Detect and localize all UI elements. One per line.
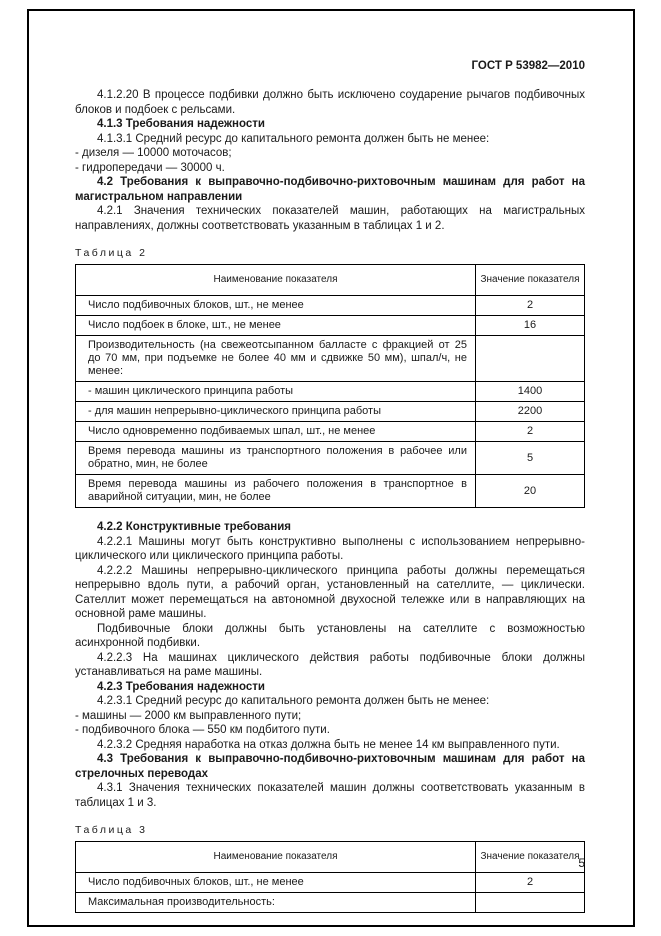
table-3 — [75, 841, 585, 913]
table-2-col-header-name: Наименование показателя — [76, 265, 476, 296]
page-content — [75, 60, 585, 925]
row-value: 5 — [476, 442, 585, 475]
list-item-diesel: - дизеля — 10000 моточасов; — [75, 147, 232, 159]
heading-4-2-3: 4.2.3 Требования надежности — [97, 680, 265, 693]
table-3-header-row — [76, 842, 585, 873]
table-row — [76, 382, 585, 402]
row-name: Число подбивочных блоков, шт., не менее — [76, 873, 476, 893]
page-number: 5 — [578, 856, 585, 870]
table-3-col-header-value: Значение показателя — [476, 842, 585, 873]
paragraph-4-2-3-2: 4.2.3.2 Средняя наработка на отказ должна быть не менее 14 км выправленного пути. — [97, 738, 560, 751]
table-row — [76, 873, 585, 893]
heading-4-3: 4.3 Требования к выправочно-подбивочно-рихтовочным машинам для работ на стрелочных переводах — [75, 753, 585, 780]
table-3-col-header-name: Наименование показателя — [76, 842, 476, 873]
list-item-hydro: - гидропередачи — 30000 ч. — [75, 161, 225, 174]
table-row — [76, 442, 585, 475]
row-name: Число подбивочных блоков, шт., не менее — [76, 296, 476, 316]
row-value — [476, 893, 585, 913]
table-row — [76, 422, 585, 442]
paragraph-4-2-2-2b: Подбивочные блоки должны быть установлены на сателлите с возможностью асинхронной подбивки. — [75, 622, 585, 649]
paragraph-4-1-3-1: 4.1.3.1 Средний ресурс до капитального ремонта должен быть не менее: — [97, 132, 490, 145]
table-2 — [75, 264, 585, 508]
paragraph-4-3-1: 4.3.1 Значения технических показателей машин должны соответствовать указанным в таблицах 1 и 3. — [75, 782, 585, 809]
paragraph-4-2-2-2: 4.2.2.2 Машины непрерывно-циклического принципа работы должны перемещаться непрерывно вдоль пути, а рабочий орган, установленный на сателлите, — циклически. Сателлит может перемещаться на автономной двухосной тележке или в направляющих на основной раме машины. — [75, 564, 585, 620]
table-2-label: Таблица 2 — [75, 247, 148, 259]
heading-4-2-2: 4.2.2 Конструктивные требования — [97, 521, 292, 533]
row-value: 2 — [476, 422, 585, 442]
heading-4-2: 4.2 Требования к выправочно-подбивочно-рихтовочным машинам для работ на магистральном направлении — [75, 176, 585, 203]
document-code: ГОСТ Р 53982—2010 — [471, 60, 585, 72]
row-name: Производительность (на свежеотсыпанном балласте с фракцией от 25 до 70 мм, при подъемке не более 40 мм и сдвижке 50 мм), шпал/ч, не менее: — [76, 336, 476, 382]
table-3-label: Таблица 3 — [75, 824, 148, 836]
table-2-header-row — [76, 265, 585, 296]
row-value: 2 — [476, 873, 585, 893]
table-row — [76, 316, 585, 336]
row-name: Максимальная производительность: — [76, 893, 476, 913]
paragraph-4-2-2-1: 4.2.2.1 Машины могут быть конструктивно выполнены с использованием непрерывно-циклического или циклического принципа работы. — [75, 535, 585, 562]
table-row — [76, 296, 585, 316]
row-value: 16 — [476, 316, 585, 336]
table-row — [76, 336, 585, 382]
list-item-block: - подбивочного блока — 550 км подбитого пути. — [75, 724, 330, 736]
paragraph-4-2-3-1: 4.2.3.1 Средний ресурс до капитального ремонта должен быть не менее: — [97, 695, 490, 707]
row-name: - машин циклического принципа работы — [76, 382, 476, 402]
table-row — [76, 475, 585, 508]
paragraph-4-2-1: 4.2.1 Значения технических показателей машин, работающих на магистральных направлениях, должны соответствовать указанным в таблицах 1 и 2. — [75, 205, 585, 232]
row-name: Число подбоек в блоке, шт., не менее — [76, 316, 476, 336]
table-row — [76, 402, 585, 422]
heading-4-1-3: 4.1.3 Требования надежности — [97, 118, 265, 130]
row-value: 1400 — [476, 382, 585, 402]
row-value: 2200 — [476, 402, 585, 422]
list-item-machine: - машины — 2000 км выправленного пути; — [75, 709, 302, 722]
row-name: Время перевода машины из рабочего положения в транспортное в аварийной ситуации, мин, не более — [76, 475, 476, 508]
row-value: 20 — [476, 475, 585, 508]
row-name: - для машин непрерывно-циклического принципа работы — [76, 402, 476, 422]
row-name: Время перевода машины из транспортного положения в рабочее или обратно, мин, не более — [76, 442, 476, 475]
table-2-col-header-value: Значение показателя — [476, 265, 585, 296]
row-value: 2 — [476, 296, 585, 316]
table-row — [76, 893, 585, 913]
paragraph-4-1-2-20: 4.1.2.20 В процессе подбивки должно быть исключено соударение рычагов подбивочных блоков и подбоек с рельсами. — [75, 89, 585, 116]
row-name: Число одновременно подбиваемых шпал, шт., не менее — [76, 422, 476, 442]
paragraph-4-2-2-3: 4.2.2.3 На машинах циклического действия работы подбивочные блоки должны устанавливаться на раме машины. — [75, 651, 585, 678]
row-value — [476, 336, 585, 382]
